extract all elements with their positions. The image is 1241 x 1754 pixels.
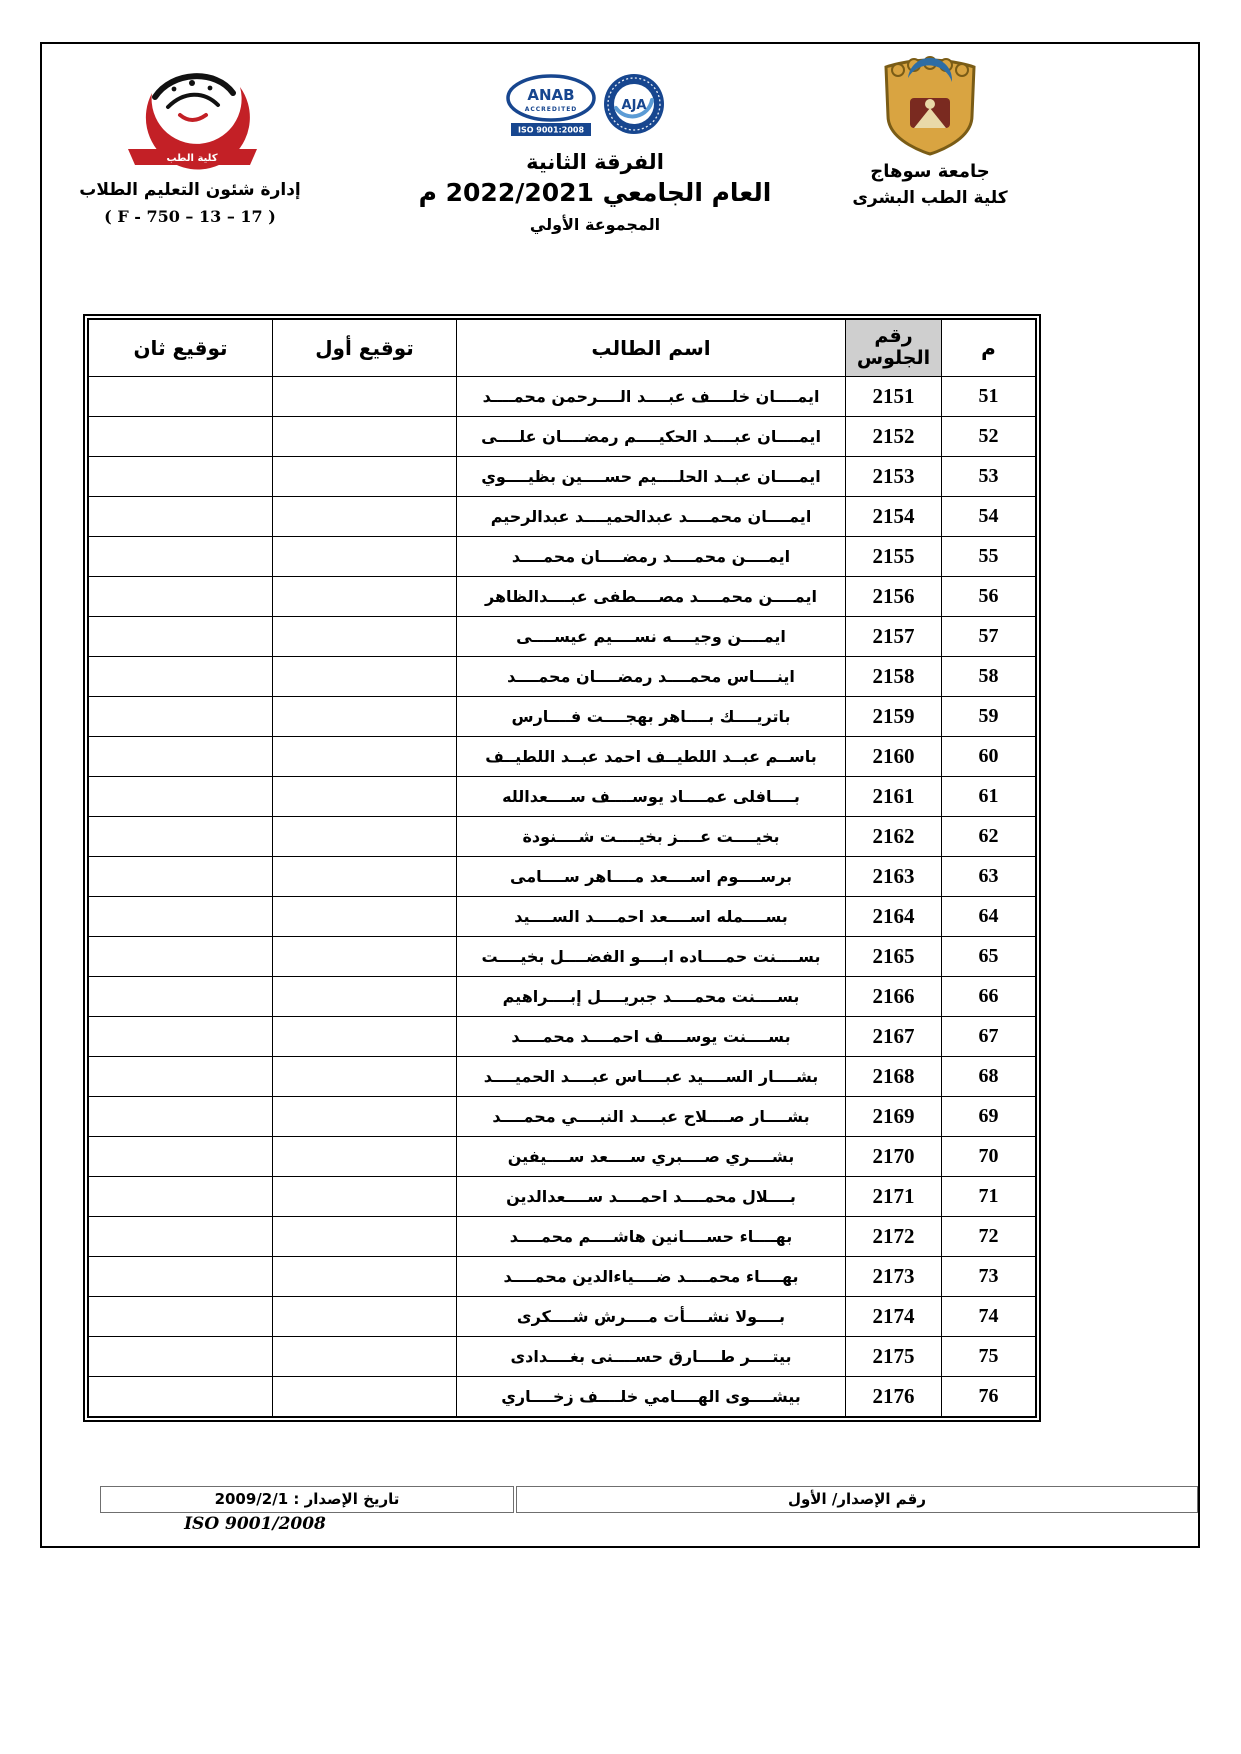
first-signature-cell bbox=[273, 497, 457, 537]
issue-number-box: رقم الإصدار/ الأول bbox=[516, 1486, 1198, 1513]
seat-number-cell: 2172 bbox=[846, 1217, 942, 1257]
aja-label: AJA bbox=[621, 98, 647, 113]
serial-cell: 74 bbox=[942, 1297, 1037, 1337]
seat-number-cell: 2154 bbox=[846, 497, 942, 537]
table-row bbox=[88, 617, 1036, 657]
student-name-cell: بشــــار الســــيد عبــــاس عبــــد الحميــــد bbox=[457, 1057, 846, 1097]
serial-cell: 61 bbox=[942, 777, 1037, 817]
first-signature-cell bbox=[273, 1137, 457, 1177]
anab-sub-label: ACCREDITED bbox=[524, 106, 578, 113]
table-row bbox=[88, 1257, 1036, 1297]
serial-cell: 72 bbox=[942, 1217, 1037, 1257]
seat-number-cell: 2151 bbox=[846, 377, 942, 417]
anab-label: ANAB bbox=[527, 86, 575, 104]
seat-number-cell: 2155 bbox=[846, 537, 942, 577]
student-name-cell: باتريــــك بــــاهر بهجــــت فــــارس bbox=[457, 697, 846, 737]
student-name-cell: بشــــار صــــلاح عبــــد النبــــي محمــــد bbox=[457, 1097, 846, 1137]
table-row bbox=[88, 1377, 1036, 1418]
second-signature-cell bbox=[88, 1057, 273, 1097]
department-label: إدارة شئون التعليم الطلاب bbox=[79, 180, 301, 200]
table-row bbox=[88, 737, 1036, 777]
student-name-cell: بخيــــت عــــز بخيــــت شــــنودة bbox=[457, 817, 846, 857]
seat-number-cell: 2160 bbox=[846, 737, 942, 777]
table-row bbox=[88, 857, 1036, 897]
table-row bbox=[88, 1097, 1036, 1137]
second-signature-cell bbox=[88, 497, 273, 537]
academic-year-title: العام الجامعي 2022/2021 م bbox=[418, 178, 772, 207]
serial-cell: 63 bbox=[942, 857, 1037, 897]
table-row bbox=[88, 537, 1036, 577]
seat-number-cell: 2166 bbox=[846, 977, 942, 1017]
second-signature-cell bbox=[88, 617, 273, 657]
serial-cell: 58 bbox=[942, 657, 1037, 697]
first-signature-cell bbox=[273, 1017, 457, 1057]
seat-number-cell: 2163 bbox=[846, 857, 942, 897]
second-signature-cell bbox=[88, 1137, 273, 1177]
roster-table-frame bbox=[83, 314, 1041, 1422]
group-title: المجموعة الأولي bbox=[529, 215, 661, 234]
second-signature-cell bbox=[88, 857, 273, 897]
first-signature-cell bbox=[273, 1097, 457, 1137]
first-signature-cell bbox=[273, 737, 457, 777]
first-signature-cell bbox=[273, 1217, 457, 1257]
first-signature-cell bbox=[273, 697, 457, 737]
second-signature-cell bbox=[88, 817, 273, 857]
student-name-cell: بســــمله اســــعد احمــــد الســــيد bbox=[457, 897, 846, 937]
serial-cell: 70 bbox=[942, 1137, 1037, 1177]
student-name-cell: بشــــري صــــبري ســــعد ســــيفين bbox=[457, 1137, 846, 1177]
second-signature-cell bbox=[88, 1097, 273, 1137]
second-signature-cell bbox=[88, 1377, 273, 1418]
first-signature-cell bbox=[273, 1057, 457, 1097]
first-signature-cell bbox=[273, 1337, 457, 1377]
student-name-cell: ايمــــن محمــــد رمضــــان محمــــد bbox=[457, 537, 846, 577]
table-row bbox=[88, 817, 1036, 857]
first-signature-cell bbox=[273, 1377, 457, 1418]
faculty-banner-label: كلية الطب bbox=[166, 153, 218, 164]
first-signature-cell bbox=[273, 937, 457, 977]
second-signature-cell bbox=[88, 937, 273, 977]
first-signature-cell bbox=[273, 377, 457, 417]
seat-number-cell: 2159 bbox=[846, 697, 942, 737]
table-row bbox=[88, 497, 1036, 537]
first-signature-cell bbox=[273, 1257, 457, 1297]
faculty-of-medicine-logo bbox=[100, 55, 285, 173]
table-row bbox=[88, 1297, 1036, 1337]
second-signature-cell bbox=[88, 1177, 273, 1217]
first-signature-cell bbox=[273, 617, 457, 657]
first-signature-cell bbox=[273, 1177, 457, 1217]
seat-number-cell: 2169 bbox=[846, 1097, 942, 1137]
second-signature-cell bbox=[88, 1217, 273, 1257]
table-row bbox=[88, 1337, 1036, 1377]
student-name-cell: بــــافلى عمــــاد يوســــف ســــعدالله bbox=[457, 777, 846, 817]
student-name-cell: بــــولا نشــــأت مــــرش شــــكرى bbox=[457, 1297, 846, 1337]
seat-number-cell: 2165 bbox=[846, 937, 942, 977]
first-signature-cell bbox=[273, 817, 457, 857]
student-name-cell: بســــنت حمــــاده ابــــو الفضــــل بخيــــت bbox=[457, 937, 846, 977]
table-row bbox=[88, 897, 1036, 937]
seat-number-cell: 2162 bbox=[846, 817, 942, 857]
iso-standard-note: ISO 9001/2008 bbox=[184, 1514, 326, 1534]
table-row bbox=[88, 1137, 1036, 1177]
seat-number-cell: 2170 bbox=[846, 1137, 942, 1177]
student-name-cell: بهــــاء محمــــد ضــــياءالدين محمــــد bbox=[457, 1257, 846, 1297]
first-signature-cell bbox=[273, 1297, 457, 1337]
seat-number-cell: 2168 bbox=[846, 1057, 942, 1097]
serial-cell: 64 bbox=[942, 897, 1037, 937]
second-signature-cell bbox=[88, 417, 273, 457]
student-name-cell: ايمــــان عبــد الحلــــيم حســــين بظيــــوي bbox=[457, 457, 846, 497]
table-row bbox=[88, 977, 1036, 1017]
seat-number-cell: 2175 bbox=[846, 1337, 942, 1377]
student-name-cell: بهــــاء حســــانين هاشــــم محمــــد bbox=[457, 1217, 846, 1257]
header-seat-number: رقم الجلوس bbox=[846, 319, 942, 377]
seat-number-cell: 2157 bbox=[846, 617, 942, 657]
second-signature-cell bbox=[88, 577, 273, 617]
table-row bbox=[88, 1217, 1036, 1257]
student-name-cell: بــــلال محمــــد احمــــد ســــعدالدين bbox=[457, 1177, 846, 1217]
header-serial: م bbox=[942, 319, 1037, 377]
table-row bbox=[88, 377, 1036, 417]
seat-number-cell: 2153 bbox=[846, 457, 942, 497]
student-name-cell: برســــوم اســــعد مــــاهر ســــامى bbox=[457, 857, 846, 897]
first-signature-cell bbox=[273, 657, 457, 697]
grade-title: الفرقة الثانية bbox=[526, 150, 664, 174]
faculty-name: كلية الطب البشرى bbox=[852, 188, 1008, 208]
student-roster-table bbox=[87, 318, 1037, 1418]
seat-number-cell: 2176 bbox=[846, 1377, 942, 1418]
sohag-university-logo bbox=[868, 56, 993, 158]
serial-cell: 52 bbox=[942, 417, 1037, 457]
second-signature-cell bbox=[88, 1017, 273, 1057]
serial-cell: 66 bbox=[942, 977, 1037, 1017]
student-name-cell: بيتــــر طــــارق حســــنى بغــــدادى bbox=[457, 1337, 846, 1377]
first-signature-cell bbox=[273, 777, 457, 817]
first-signature-cell bbox=[273, 577, 457, 617]
student-name-cell: ايمــــان خلــــف عبــــد الــــرحمن محمــــد bbox=[457, 377, 846, 417]
serial-cell: 60 bbox=[942, 737, 1037, 777]
student-name-cell: بســــنت يوســــف احمــــد محمــــد bbox=[457, 1017, 846, 1057]
serial-cell: 62 bbox=[942, 817, 1037, 857]
serial-cell: 51 bbox=[942, 377, 1037, 417]
student-name-cell: ايمــــان عبــــد الحكيــــم رمضــــان علــــى bbox=[457, 417, 846, 457]
table-row bbox=[88, 697, 1036, 737]
table-row bbox=[88, 1177, 1036, 1217]
table-row bbox=[88, 457, 1036, 497]
serial-cell: 68 bbox=[942, 1057, 1037, 1097]
serial-cell: 57 bbox=[942, 617, 1037, 657]
first-signature-cell bbox=[273, 417, 457, 457]
header-first-signature: توقيع أول bbox=[273, 319, 457, 377]
table-row bbox=[88, 657, 1036, 697]
first-signature-cell bbox=[273, 537, 457, 577]
first-signature-cell bbox=[273, 897, 457, 937]
table-row bbox=[88, 777, 1036, 817]
seat-number-cell: 2167 bbox=[846, 1017, 942, 1057]
header-second-signature: توقيع ثان bbox=[88, 319, 273, 377]
seat-number-cell: 2152 bbox=[846, 417, 942, 457]
first-signature-cell bbox=[273, 457, 457, 497]
second-signature-cell bbox=[88, 377, 273, 417]
student-name-cell: بيشــــوى الهــــامي خلــــف زخــــاري bbox=[457, 1377, 846, 1418]
first-signature-cell bbox=[273, 977, 457, 1017]
second-signature-cell bbox=[88, 737, 273, 777]
seat-number-cell: 2164 bbox=[846, 897, 942, 937]
student-name-cell: باســم عبــد اللطيــف احمد عبــد اللطيــف bbox=[457, 737, 846, 777]
header-student-name: اسم الطالب bbox=[457, 319, 846, 377]
student-name-cell: ايمــــن محمــــد مصــــطفى عبــــدالظاهر bbox=[457, 577, 846, 617]
student-name-cell: ايمــــن وجيــــه نســــيم عيســــى bbox=[457, 617, 846, 657]
seat-number-cell: 2171 bbox=[846, 1177, 942, 1217]
table-header-row bbox=[88, 319, 1036, 377]
second-signature-cell bbox=[88, 537, 273, 577]
serial-cell: 75 bbox=[942, 1337, 1037, 1377]
serial-cell: 76 bbox=[942, 1377, 1037, 1418]
table-row bbox=[88, 577, 1036, 617]
university-name: جامعة سوهاج bbox=[870, 161, 990, 182]
serial-cell: 56 bbox=[942, 577, 1037, 617]
student-table-body bbox=[88, 377, 1036, 1418]
table-row bbox=[88, 1057, 1036, 1097]
first-signature-cell bbox=[273, 857, 457, 897]
serial-cell: 65 bbox=[942, 937, 1037, 977]
serial-cell: 67 bbox=[942, 1017, 1037, 1057]
second-signature-cell bbox=[88, 977, 273, 1017]
second-signature-cell bbox=[88, 897, 273, 937]
serial-cell: 69 bbox=[942, 1097, 1037, 1137]
anab-iso-label: ISO 9001:2008 bbox=[517, 125, 585, 135]
serial-cell: 53 bbox=[942, 457, 1037, 497]
anab-logo bbox=[505, 74, 597, 138]
serial-cell: 55 bbox=[942, 537, 1037, 577]
second-signature-cell bbox=[88, 697, 273, 737]
seat-number-cell: 2158 bbox=[846, 657, 942, 697]
serial-cell: 71 bbox=[942, 1177, 1037, 1217]
aja-logo bbox=[602, 72, 666, 136]
student-name-cell: بســــنت محمــــد جبريــــل إبــــراهيم bbox=[457, 977, 846, 1017]
seat-number-cell: 2173 bbox=[846, 1257, 942, 1297]
second-signature-cell bbox=[88, 657, 273, 697]
table-row bbox=[88, 1017, 1036, 1057]
table-row bbox=[88, 417, 1036, 457]
seat-number-cell: 2156 bbox=[846, 577, 942, 617]
serial-cell: 59 bbox=[942, 697, 1037, 737]
form-code: ( F - 750 – 13 – 17 ) bbox=[104, 207, 276, 226]
second-signature-cell bbox=[88, 1337, 273, 1377]
issue-date-box: تاريخ الإصدار : 2009/2/1 bbox=[100, 1486, 514, 1513]
student-name-cell: ايمــــان محمــــد عبدالحميــــد عبدالرحيم bbox=[457, 497, 846, 537]
second-signature-cell bbox=[88, 777, 273, 817]
student-name-cell: اينــــاس محمــــد رمضــــان محمــــد bbox=[457, 657, 846, 697]
serial-cell: 73 bbox=[942, 1257, 1037, 1297]
second-signature-cell bbox=[88, 1297, 273, 1337]
seat-number-cell: 2174 bbox=[846, 1297, 942, 1337]
second-signature-cell bbox=[88, 1257, 273, 1297]
serial-cell: 54 bbox=[942, 497, 1037, 537]
table-row bbox=[88, 937, 1036, 977]
seat-number-cell: 2161 bbox=[846, 777, 942, 817]
second-signature-cell bbox=[88, 457, 273, 497]
